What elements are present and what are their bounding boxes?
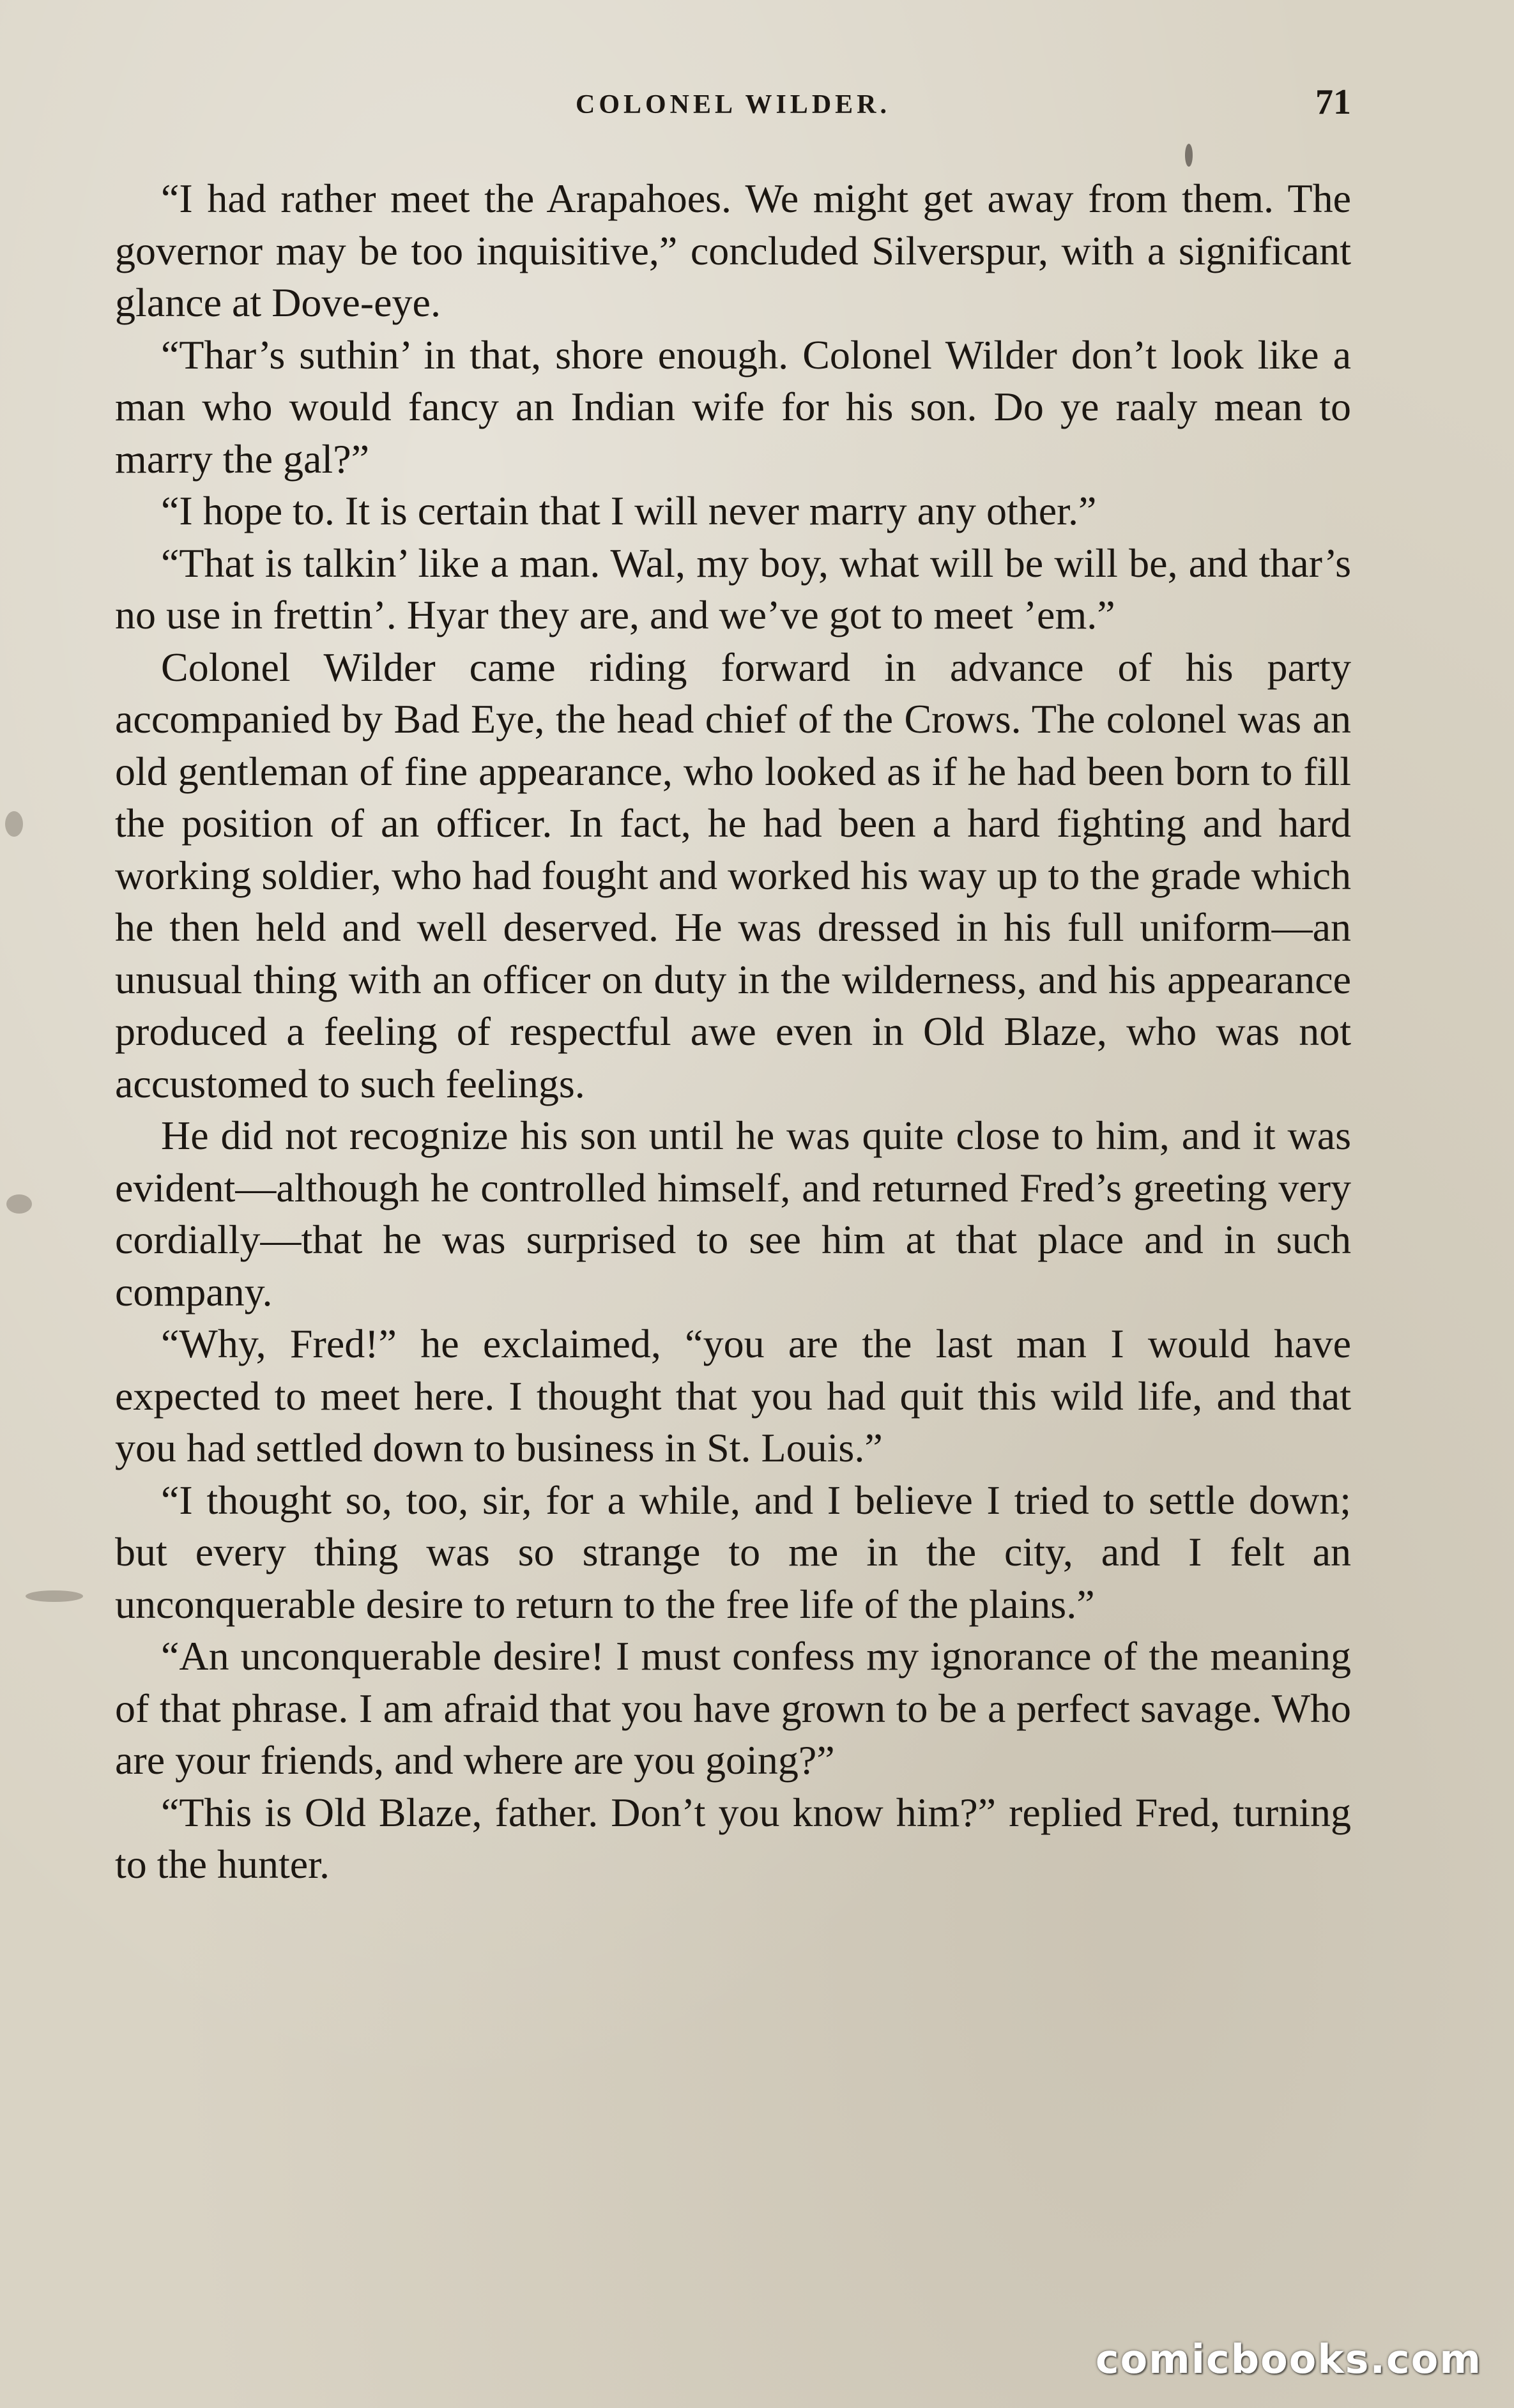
paragraph: He did not recognize his son until he was quite close to him, and it was evident—although he controlled himself, and returned Fred’s greeting very cordially—that he was surprised to see him at that place and in such company.	[115, 1113, 1351, 1314]
paragraph: “Thar’s suthin’ in that, shore enough. Colonel Wilder don’t look like a man who would fancy an Indian wife for his son. Do ye raaly mean to marry the gal?”	[115, 331, 1351, 482]
paragraph: “This is Old Blaze, father. Don’t you know him?” replied Fred, turning to the hunter.	[115, 1789, 1351, 1887]
page-number: 71	[1315, 82, 1351, 122]
paper-stain	[1185, 144, 1193, 167]
body-text	[115, 172, 1351, 1891]
paragraph: “Why, Fred!” he exclaimed, “you are the last man I would have expected to meet here. I thought that you had quit this wild life, and that you had settled down to business in St. Louis.”	[115, 1321, 1351, 1470]
running-head: COLONEL WILDER.	[576, 90, 891, 119]
watermark: comicbooks.com	[1095, 2336, 1482, 2382]
paper-stain	[6, 1194, 32, 1214]
paragraph: “That is talkin’ like a man. Wal, my boy, what will be will be, and thar’s no use in frettin’. Hyar they are, and we’ve got to meet ’em.”	[115, 540, 1351, 637]
paragraph: “I had rather meet the Arapahoes. We might get away from them. The governor may be too inquisitive,” concluded Silverspur, with a significant glance at Dove-eye.	[115, 176, 1351, 325]
paragraph: “I thought so, too, sir, for a while, and I believe I tried to settle down; but every thing was so strange to me in the city, and I felt an unconquerable desire to return to the free life of the plains.”	[115, 1477, 1351, 1627]
paragraph: “I hope to. It is certain that I will never marry any other.”	[161, 488, 1097, 533]
paper-stain	[26, 1590, 83, 1602]
page-header	[115, 77, 1351, 134]
paragraph: Colonel Wilder came riding forward in advance of his party accompanied by Bad Eye, the head chief of the Crows. The colonel was an old gentleman of fine appearance, who looked as if he had been born to fill the position of an officer. In fact, he had been a hard fighting and hard working soldier, who had fought and worked his way up to the grade which he then held and well deserved. He was dressed in his full uniform—an unusual thing with an officer on duty in the wilderness, and his appearance produced a feeling of respectful awe even in Old Blaze, who was not accustomed to such feelings.	[115, 644, 1351, 1106]
paragraph: “An unconquerable desire! I must confess my ignorance of the meaning of that phrase. I am afraid that you have grown to be a perfect savage. Who are your friends, and where are you going?”	[115, 1633, 1351, 1783]
paper-stain	[5, 811, 23, 837]
